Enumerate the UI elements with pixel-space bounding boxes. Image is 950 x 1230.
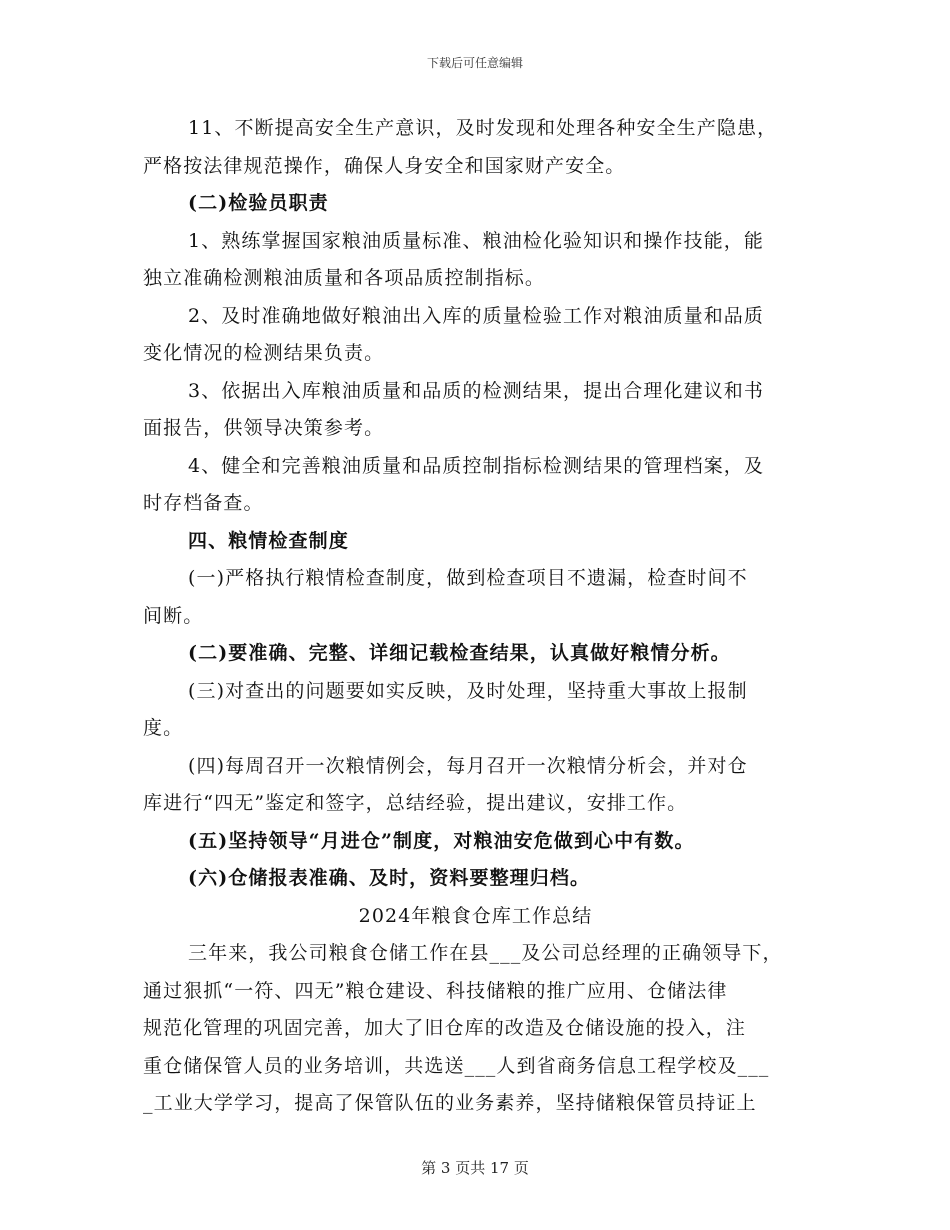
paragraph-line: 2、及时准确地做好粮油出入库的质量检验工作对粮油质量和品质 <box>188 304 764 327</box>
document-body <box>143 110 808 1123</box>
paragraph-line: 重仓储保管人员的业务培训，共选送___人到省商务信息工程学校及___ <box>143 1054 770 1077</box>
paragraph-line: (四)每周召开一次粮情例会，每月召开一次粮情分析会，并对仓 <box>188 754 748 777</box>
paragraph-line: 4、健全和完善粮油质量和品质控制指标检测结果的管理档案，及 <box>188 454 764 477</box>
paragraph-line: 独立准确检测粮油质量和各项品质控制指标。 <box>143 267 546 289</box>
paragraph-line: 三年来，我公司粮食仓储工作在县___及公司总经理的正确领导下， <box>188 942 783 964</box>
paragraph-line-bold: (五)坚持领导“月进仓”制度，对粮油安危做到心中有数。 <box>188 829 695 852</box>
paragraph-line: 库进行“四无”鉴定和签字，总结经验，提出建议，安排工作。 <box>143 792 688 814</box>
document-title: 2024年粮食仓库工作总结 <box>358 904 593 927</box>
paragraph-line: 时存档备查。 <box>143 492 264 514</box>
page-footer: 第 3 页共 17 页 <box>421 1159 529 1177</box>
paragraph-line: 11、不断提高安全生产意识，及时发现和处理各种安全生产隐患， <box>188 117 778 139</box>
paragraph-line: _工业大学学习，提高了保管队伍的业务素养，坚持储粮保管员持证上 <box>143 1092 757 1114</box>
paragraph-line: 间断。 <box>143 604 204 627</box>
paragraph-line: (一)严格执行粮情检查制度，做到检查项目不遗漏，检查时间不 <box>188 567 748 589</box>
paragraph-line: 面报告，供领导决策参考。 <box>143 417 385 439</box>
paragraph-line: 严格按法律规范操作，确保人身安全和国家财产安全。 <box>143 154 626 177</box>
paragraph-line: (三)对查出的问题要如实反映，及时处理，坚持重大事故上报制 <box>188 679 748 702</box>
paragraph-line: 规范化管理的巩固完善，加大了旧仓库的改造及仓储设施的投入，注 <box>143 1017 747 1039</box>
paragraph-line: 变化情况的检测结果负责。 <box>143 342 385 364</box>
section-heading: (二)检验员职责 <box>188 192 329 214</box>
paragraph-line: 3、依据出入库粮油质量和品质的检测结果，提出合理化建议和书 <box>188 379 764 402</box>
paragraph-line: 1、熟练掌握国家粮油质量标准、粮油检化验知识和操作技能，能 <box>188 229 764 252</box>
page-header-note: 下载后可任意编辑 <box>426 56 523 70</box>
paragraph-line: 度。 <box>143 717 184 739</box>
section-heading: 四、粮情检查制度 <box>188 529 349 552</box>
paragraph-line: 通过狠抓“一符、四无”粮仓建设、科技储粮的推广应用、仓储法律 <box>143 979 728 1002</box>
paragraph-line-bold: (二)要准确、完整、详细记载检查结果，认真做好粮情分析。 <box>188 642 731 664</box>
paragraph-line-bold: (六)仓储报表准确、及时，资料要整理归档。 <box>188 867 591 889</box>
